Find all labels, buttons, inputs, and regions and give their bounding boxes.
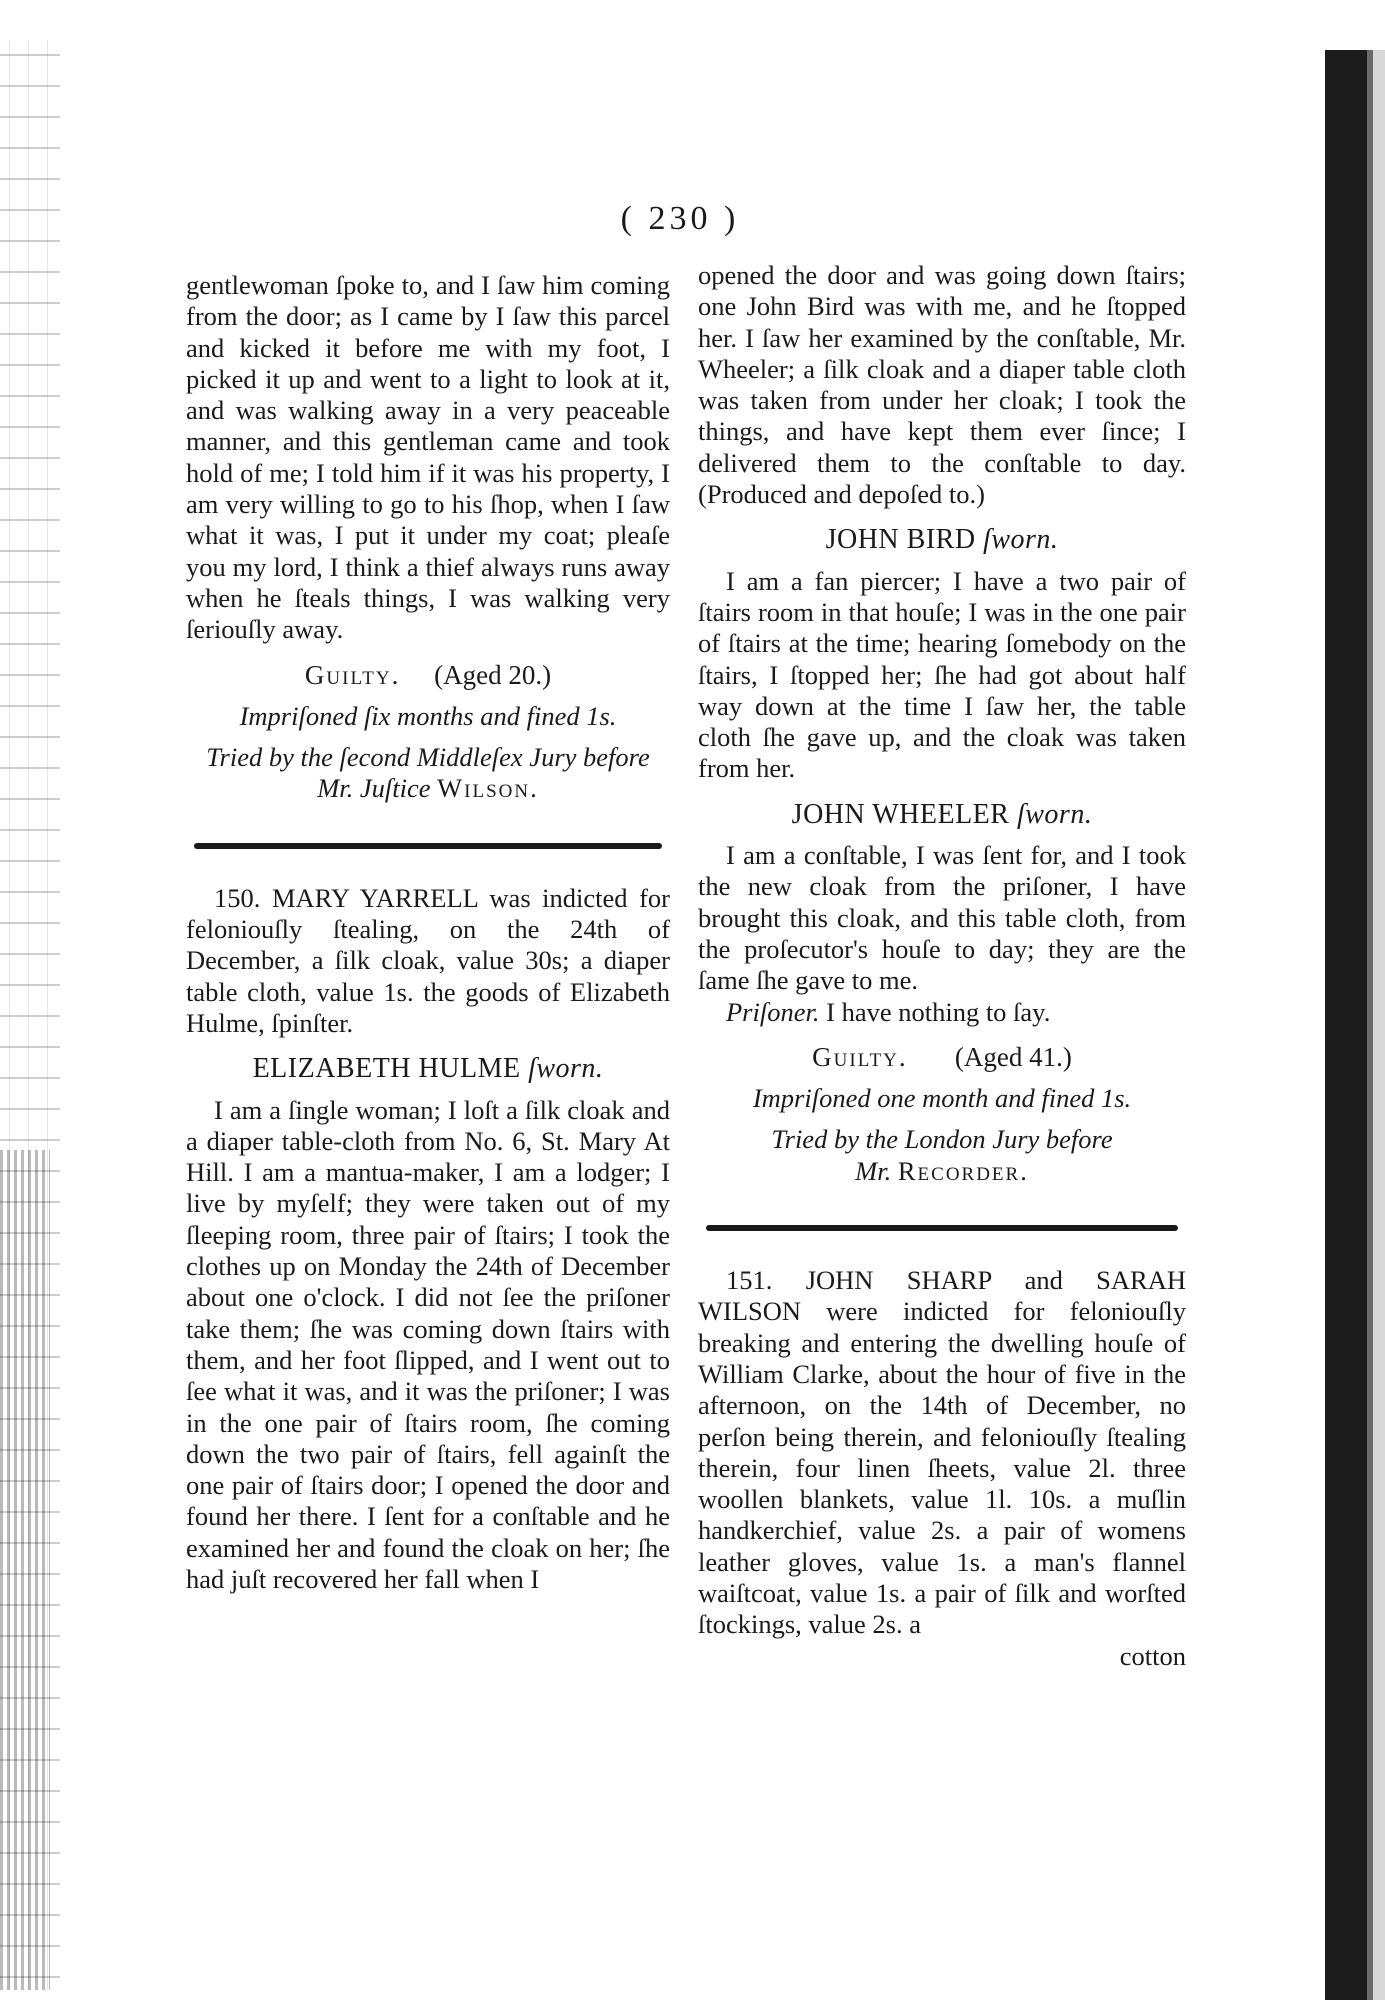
defendant-name: JOHN SHARP and SARAH WILSON bbox=[698, 1265, 1186, 1327]
tried-by-mr: Mr. bbox=[855, 1155, 892, 1186]
prisoner-label: Priſoner. bbox=[726, 996, 820, 1027]
witness-sworn: ſworn. bbox=[1016, 798, 1093, 830]
witness-name: ELIZABETH HULME bbox=[252, 1053, 521, 1085]
section-divider bbox=[194, 843, 662, 849]
scan-right-edge bbox=[1325, 50, 1385, 2000]
prisoner-text: I have nothing to ſay. bbox=[819, 996, 1051, 1027]
tried-by-line bbox=[186, 742, 670, 805]
witness-sworn: ſworn. bbox=[528, 1053, 604, 1085]
scan-left-edge-dark bbox=[0, 1150, 50, 1990]
catchword: cotton bbox=[1119, 1640, 1186, 1671]
indictment-text: was indicted for feloniouſly ſtealing, on the 24th of December, a ſilk cloak, value 30s; a diaper table cloth, value 1s. the goods of Elizabeth Hulme, ſpinſter. bbox=[186, 882, 671, 1038]
judge-name: Recorder. bbox=[897, 1155, 1029, 1186]
witness-heading-wheeler bbox=[698, 799, 1186, 830]
case-number: 151. bbox=[726, 1265, 773, 1296]
tried-by-mr: Mr. Juſtice bbox=[317, 773, 431, 804]
page-number: ( 230 ) bbox=[620, 200, 740, 237]
sentence-case-149: Impriſoned ſix months and fined 1s. bbox=[239, 700, 617, 731]
left-continuation-paragraph: gentlewoman ſpoke to, and I ſaw him coming from the door; as I came by I ſaw this parcel and kicked it before me with my foot, I picked it up and went to a light to look at it, and was walking away in a very peaceable manner, and this gentleman came and took hold of me; I told him if it was his property, I am very willing to go to his ſhop, when I ſaw what it was, I put it under my coat; pleaſe you my lord, I think a thief always runs away when he ſteals things, I was walking very ſeriouſly away. bbox=[186, 270, 670, 645]
testimony-wheeler: I am a conſtable, I was ſent for, and I took the new cloak from the priſoner, I have brought this cloak, and this table cloth, from the proſecutor's houſe to day; they are the ſame ſhe gave to me. bbox=[698, 840, 1186, 996]
prisoner-statement bbox=[698, 997, 1186, 1028]
verdict-case-150 bbox=[698, 1042, 1186, 1073]
testimony-bird: I am a fan piercer; I have a two pair of ſtairs room in that houſe; I was in the one pair of ſtairs at the time; hearing ſomebody on the ſtairs, I ſtopped her; ſhe had got about half way down at the time I ſaw her, the table cloth ſhe gave up, and the cloak was taken from her. bbox=[698, 565, 1186, 784]
witness-heading-hulme bbox=[186, 1053, 670, 1084]
verdict-age: (Aged 20.) bbox=[434, 659, 552, 690]
verdict-case-149 bbox=[186, 660, 670, 691]
case-number: 150. bbox=[214, 882, 261, 913]
tried-by-text: Tried by the ſecond Middleſex Jury before bbox=[206, 742, 650, 773]
verdict-word: Guilty. bbox=[304, 659, 401, 690]
case-151-indictment bbox=[698, 1265, 1186, 1641]
verdict-word: Guilty. bbox=[812, 1041, 908, 1072]
right-column bbox=[698, 260, 1186, 1672]
case-150-indictment bbox=[186, 883, 670, 1039]
witness-heading-bird bbox=[698, 524, 1186, 555]
witness-name: JOHN BIRD bbox=[825, 524, 976, 556]
right-continuation-paragraph: opened the door and was going down ſtairs; one John Bird was with me, and he ſtopped her. I ſaw her examined by the conſtable, Mr. Wheeler; a ſilk cloak and a diaper table cloth was taken from under her cloak; I took the things, and have kept them ever ſince; I delivered them to the conſtable to day. (Produced and depoſed to.) bbox=[698, 260, 1186, 510]
verdict-age: (Aged 41.) bbox=[954, 1041, 1072, 1072]
tried-by-text: Tried by the London Jury before bbox=[771, 1124, 1113, 1155]
tried-by-line bbox=[698, 1124, 1186, 1187]
witness-name: JOHN WHEELER bbox=[791, 798, 1010, 830]
witness-sworn: ſworn. bbox=[983, 524, 1059, 556]
indictment-text: were indicted for feloniouſly breaking and entering the dwelling houſe of William Clarke, about the hour of five in the afternoon, on the 14th of December, no perſon being therein, and feloniouſly ſtealing therein, four linen ſheets, value 2l. three woollen blankets, value 1l. 10s. a muſlin handkerchief, value 2s. a pair of womens leather gloves, value 1s. a man's flannel waiſtcoat, value 1s. a pair of ſilk and worſted ſtockings, value 2s. a bbox=[698, 1296, 1186, 1640]
testimony-hulme: I am a ſingle woman; I loſt a ſilk cloak and a diaper table-cloth from No. 6, St. Mary At Hill. I am a mantua-maker, I am a lodger; I live by myſelf; they were taken out of my ſleeping room, three pair of ſtairs; I took the clothes up on Monday the 24th of December about one o'clock. I did not ſee the priſoner take them; ſhe was coming down ſtairs with them, and her foot ſlipped, and I went out to ſee what it was, and it was the priſoner; I was in the one pair of ſtairs room, ſhe coming down the two pair of ſtairs, fell againſt the one pair of ſtairs door; I opened the door and found her there. I ſent for a conſtable and he examined her and found the cloak on her; ſhe had juſt recovered her fall when I bbox=[186, 1094, 670, 1594]
section-divider bbox=[706, 1225, 1178, 1231]
sentence-case-150: Impriſoned one month and fined 1s. bbox=[752, 1083, 1132, 1114]
judge-name: Wilson. bbox=[437, 773, 539, 804]
defendant-name: MARY YARRELL bbox=[271, 882, 478, 913]
left-column bbox=[186, 270, 670, 1595]
